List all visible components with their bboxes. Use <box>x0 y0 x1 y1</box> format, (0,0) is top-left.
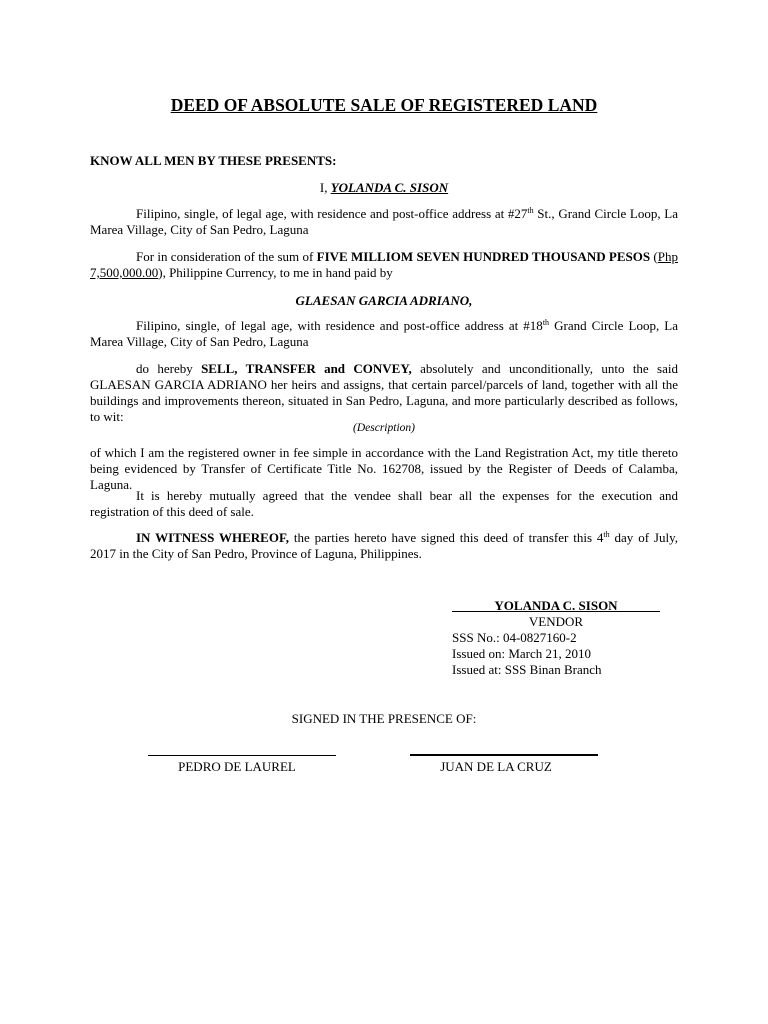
witness-2-name: JUAN DE LA CRUZ <box>440 759 552 774</box>
witness-2-signature-line <box>410 754 598 756</box>
vendee-details-sup: th <box>542 318 550 327</box>
vendee-details-text-end: Grand Circle Loop, La Marea Village, City of San Pedro, Laguna <box>90 318 678 349</box>
vendee-details <box>90 318 678 350</box>
conveyance-text-end: absolutely and unconditionally, unto the said GLAESAN GARCIA ADRIANO her heirs and assigns, that certain parcel/parcels of land, together with all the buildings and improvements thereon, situated in San Pedro, Laguna, and more particularly described as follows, to wit: <box>90 361 678 424</box>
witness-text-end: day of July, 2017 in the City of San Pedro, Province of Laguna, Philippines. <box>90 530 678 561</box>
consideration-paragraph <box>90 249 678 281</box>
vendor-signature-name: YOLANDA C. SISON <box>494 598 618 613</box>
witness-sup: th <box>603 530 610 539</box>
vendor-details-text: Filipino, single, of legal age, with residence and post-office address at #27 <box>136 206 528 221</box>
vendor-name: YOLANDA C. SISON <box>330 180 449 195</box>
paren-open: ( <box>650 249 658 264</box>
expenses-paragraph: It is hereby mutually agreed that the vendee shall bear all the expenses for the execution and registration of this deed of sale. <box>90 488 678 519</box>
preamble: KNOW ALL MEN BY THESE PRESENTS: <box>90 153 337 168</box>
vendor-sss-number: SSS No.: 04-0827160-2 <box>452 630 577 645</box>
vendor-details-sup: th <box>527 206 534 215</box>
ownership-paragraph: of which I am the registered owner in fee simple in accordance with the Land Registration Act, my title thereto being evidenced by Transfer of Certificate Title No. 162708, issued by the Register of Deeds of Calamba, Laguna. <box>90 445 678 492</box>
witness-1-signature-line <box>148 755 336 756</box>
description-placeholder: (Description) <box>353 422 415 434</box>
vendor-details <box>90 206 678 238</box>
vendor-intro-prefix: I, <box>319 180 331 195</box>
witness-paragraph <box>90 530 678 562</box>
consideration-text: For in consideration of the sum of <box>136 249 317 264</box>
vendor-issued-at: Issued at: SSS Binan Branch <box>452 662 602 677</box>
conveyance-paragraph <box>90 361 678 425</box>
vendee-name: GLAESAN GARCIA ADRIANO, <box>295 293 473 308</box>
vendee-details-text: Filipino, single, of legal age, with residence and post-office address at #18 <box>136 318 543 333</box>
vendor-issued-on: Issued on: March 21, 2010 <box>452 646 592 661</box>
vendor-intro <box>90 180 678 196</box>
conveyance-terms: SELL, TRANSFER and CONVEY, <box>201 361 412 376</box>
document-title: DEED OF ABSOLUTE SALE OF REGISTERED LAND <box>170 95 598 115</box>
vendor-details-text-end: St., Grand Circle Loop, La Marea Village, City of San Pedro, Laguna <box>90 206 678 237</box>
conveyance-text: do hereby <box>136 361 202 376</box>
witness-heading: IN WITNESS WHEREOF, <box>136 530 289 545</box>
presence-heading: SIGNED IN THE PRESENCE OF: <box>291 711 477 726</box>
consideration-text-end: ), Philippine Currency, to me in hand paid by <box>158 265 393 280</box>
amount-in-words: FIVE MILLIOM SEVEN HUNDRED THOUSAND PESOS <box>316 249 651 264</box>
witness-text: the parties hereto have signed this deed of transfer this 4 <box>288 530 604 545</box>
witness-1-name: PEDRO DE LAUREL <box>178 759 296 774</box>
amount-in-figures: Php 7,500,000.00 <box>90 249 678 280</box>
vendor-role: VENDOR <box>528 614 584 629</box>
